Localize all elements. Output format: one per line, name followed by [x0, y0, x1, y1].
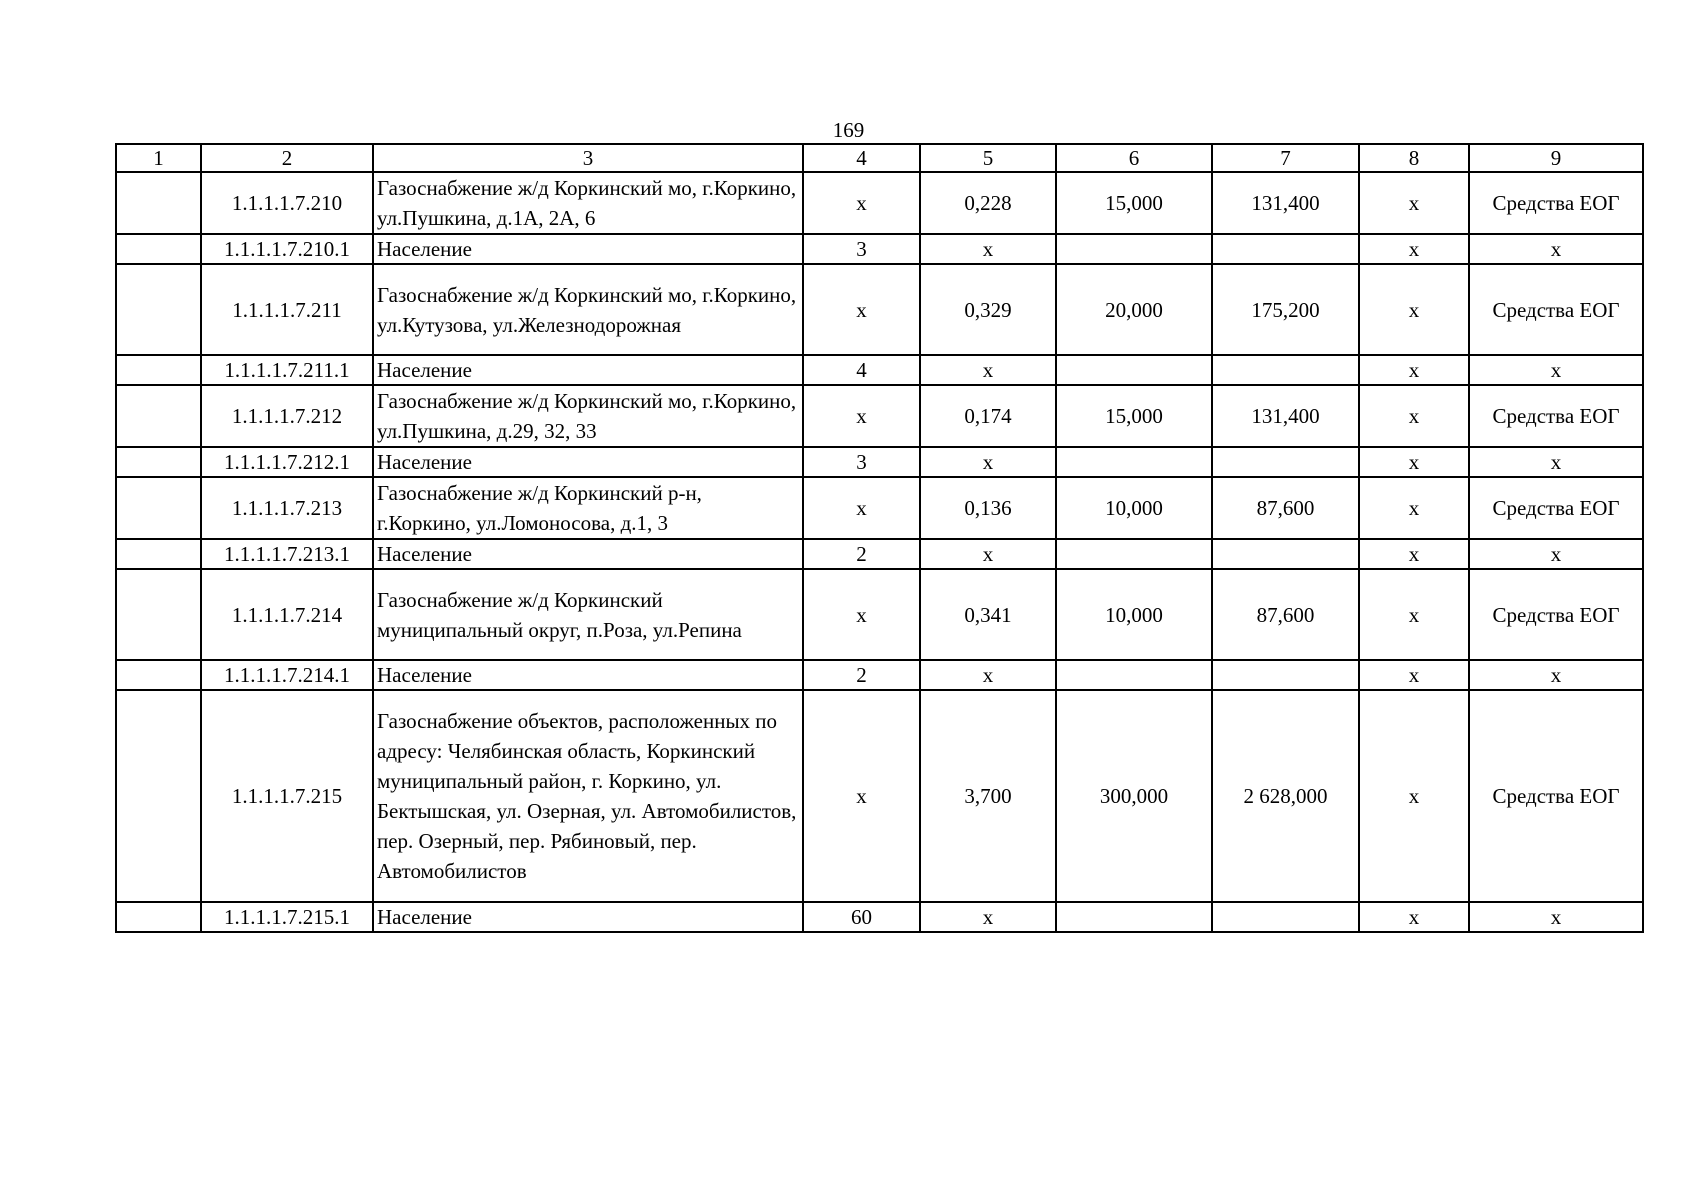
table-subrow [116, 447, 1643, 477]
col5-cell: х [920, 902, 1056, 932]
row-number-cell [116, 690, 201, 902]
column-header: 4 [803, 144, 920, 172]
col4-cell: 2 [803, 660, 920, 690]
description-cell: Газоснабжение ж/д Коркинский муниципальный округ, п.Роза, ул.Репина [373, 569, 803, 660]
table-row [116, 385, 1643, 447]
item-code-cell: 1.1.1.1.7.215 [201, 690, 373, 902]
row-number-cell [116, 539, 201, 569]
col7-cell [1212, 902, 1359, 932]
col8-cell: х [1359, 660, 1469, 690]
table-row [116, 264, 1643, 355]
table-row [116, 172, 1643, 234]
row-number-cell [116, 234, 201, 264]
col7-cell: 131,400 [1212, 385, 1359, 447]
description-cell: Население [373, 660, 803, 690]
col4-cell: х [803, 264, 920, 355]
item-code-cell: 1.1.1.1.7.215.1 [201, 902, 373, 932]
funding-source-cell: Средства ЕОГ [1469, 690, 1643, 902]
column-header: 6 [1056, 144, 1212, 172]
col6-cell [1056, 539, 1212, 569]
col8-cell: х [1359, 385, 1469, 447]
row-number-cell [116, 660, 201, 690]
col7-cell [1212, 539, 1359, 569]
item-code-cell: 1.1.1.1.7.214.1 [201, 660, 373, 690]
col4-cell: 3 [803, 447, 920, 477]
col8-cell: х [1359, 355, 1469, 385]
col6-cell [1056, 355, 1212, 385]
funding-source-cell: х [1469, 234, 1643, 264]
col7-cell: 2 628,000 [1212, 690, 1359, 902]
col5-cell: х [920, 234, 1056, 264]
column-header: 8 [1359, 144, 1469, 172]
column-header: 1 [116, 144, 201, 172]
table-subrow [116, 660, 1643, 690]
data-table [115, 143, 1644, 933]
description-cell: Газоснабжение ж/д Коркинский мо, г.Коркино, ул.Кутузова, ул.Железнодорожная [373, 264, 803, 355]
item-code-cell: 1.1.1.1.7.211 [201, 264, 373, 355]
funding-source-cell: х [1469, 447, 1643, 477]
col4-cell: х [803, 477, 920, 539]
col6-cell: 15,000 [1056, 172, 1212, 234]
item-code-cell: 1.1.1.1.7.210 [201, 172, 373, 234]
funding-source-cell: х [1469, 902, 1643, 932]
row-number-cell [116, 172, 201, 234]
item-code-cell: 1.1.1.1.7.212 [201, 385, 373, 447]
funding-source-cell: Средства ЕОГ [1469, 264, 1643, 355]
col5-cell: 3,700 [920, 690, 1056, 902]
col4-cell: 2 [803, 539, 920, 569]
item-code-cell: 1.1.1.1.7.214 [201, 569, 373, 660]
table-row [116, 569, 1643, 660]
column-header: 7 [1212, 144, 1359, 172]
column-header: 3 [373, 144, 803, 172]
row-number-cell [116, 447, 201, 477]
description-cell: Население [373, 355, 803, 385]
col8-cell: х [1359, 477, 1469, 539]
col8-cell: х [1359, 690, 1469, 902]
funding-source-cell: Средства ЕОГ [1469, 172, 1643, 234]
col6-cell: 300,000 [1056, 690, 1212, 902]
col5-cell: 0,341 [920, 569, 1056, 660]
row-number-cell [116, 569, 201, 660]
description-cell: Газоснабжение ж/д Коркинский р-н, г.Коркино, ул.Ломоносова, д.1, 3 [373, 477, 803, 539]
col7-cell: 87,600 [1212, 477, 1359, 539]
col5-cell: х [920, 355, 1056, 385]
row-number-cell [116, 902, 201, 932]
item-code-cell: 1.1.1.1.7.213 [201, 477, 373, 539]
col4-cell: х [803, 385, 920, 447]
table-subrow [116, 539, 1643, 569]
description-cell: Газоснабжение объектов, расположенных по адресу: Челябинская область, Коркинский муниципальный район, г. Коркино, ул. Бектышская, ул. Озерная, ул. Автомобилистов, пер. Озерный, пер. Рябиновый, пер. Автомобилистов [373, 690, 803, 902]
description-cell: Газоснабжение ж/д Коркинский мо, г.Коркино, ул.Пушкина, д.1А, 2А, 6 [373, 172, 803, 234]
page-number: 169 [832, 118, 865, 142]
table-row [116, 477, 1643, 539]
description-cell: Население [373, 234, 803, 264]
col8-cell: х [1359, 447, 1469, 477]
col7-cell [1212, 447, 1359, 477]
col7-cell: 175,200 [1212, 264, 1359, 355]
col6-cell [1056, 902, 1212, 932]
row-number-cell [116, 477, 201, 539]
col8-cell: х [1359, 902, 1469, 932]
col7-cell [1212, 234, 1359, 264]
row-number-cell [116, 264, 201, 355]
description-cell: Население [373, 902, 803, 932]
col4-cell: х [803, 569, 920, 660]
item-code-cell: 1.1.1.1.7.211.1 [201, 355, 373, 385]
col6-cell: 20,000 [1056, 264, 1212, 355]
funding-source-cell: Средства ЕОГ [1469, 385, 1643, 447]
col8-cell: х [1359, 172, 1469, 234]
funding-source-cell: Средства ЕОГ [1469, 477, 1643, 539]
col7-cell [1212, 660, 1359, 690]
table-subrow [116, 234, 1643, 264]
col6-cell: 15,000 [1056, 385, 1212, 447]
col6-cell [1056, 234, 1212, 264]
col4-cell: 4 [803, 355, 920, 385]
funding-source-cell: Средства ЕОГ [1469, 569, 1643, 660]
funding-source-cell: х [1469, 660, 1643, 690]
description-cell: Население [373, 539, 803, 569]
table-row [116, 690, 1643, 902]
col5-cell: х [920, 660, 1056, 690]
col8-cell: х [1359, 264, 1469, 355]
col4-cell: х [803, 172, 920, 234]
col5-cell: х [920, 447, 1056, 477]
col6-cell [1056, 447, 1212, 477]
col5-cell: 0,136 [920, 477, 1056, 539]
col8-cell: х [1359, 569, 1469, 660]
table-subrow [116, 902, 1643, 932]
col4-cell: 3 [803, 234, 920, 264]
col7-cell [1212, 355, 1359, 385]
item-code-cell: 1.1.1.1.7.212.1 [201, 447, 373, 477]
description-cell: Население [373, 447, 803, 477]
col8-cell: х [1359, 539, 1469, 569]
funding-source-cell: х [1469, 355, 1643, 385]
row-number-cell [116, 355, 201, 385]
col7-cell: 131,400 [1212, 172, 1359, 234]
col5-cell: 0,228 [920, 172, 1056, 234]
col4-cell: 60 [803, 902, 920, 932]
row-number-cell [116, 385, 201, 447]
col6-cell [1056, 660, 1212, 690]
col8-cell: х [1359, 234, 1469, 264]
item-code-cell: 1.1.1.1.7.213.1 [201, 539, 373, 569]
table-header-row [116, 144, 1643, 172]
col5-cell: х [920, 539, 1056, 569]
col5-cell: 0,329 [920, 264, 1056, 355]
col6-cell: 10,000 [1056, 477, 1212, 539]
col7-cell: 87,600 [1212, 569, 1359, 660]
item-code-cell: 1.1.1.1.7.210.1 [201, 234, 373, 264]
col6-cell: 10,000 [1056, 569, 1212, 660]
description-cell: Газоснабжение ж/д Коркинский мо, г.Коркино, ул.Пушкина, д.29, 32, 33 [373, 385, 803, 447]
column-header: 5 [920, 144, 1056, 172]
column-header: 2 [201, 144, 373, 172]
column-header: 9 [1469, 144, 1643, 172]
table-subrow [116, 355, 1643, 385]
col4-cell: х [803, 690, 920, 902]
funding-source-cell: х [1469, 539, 1643, 569]
col5-cell: 0,174 [920, 385, 1056, 447]
